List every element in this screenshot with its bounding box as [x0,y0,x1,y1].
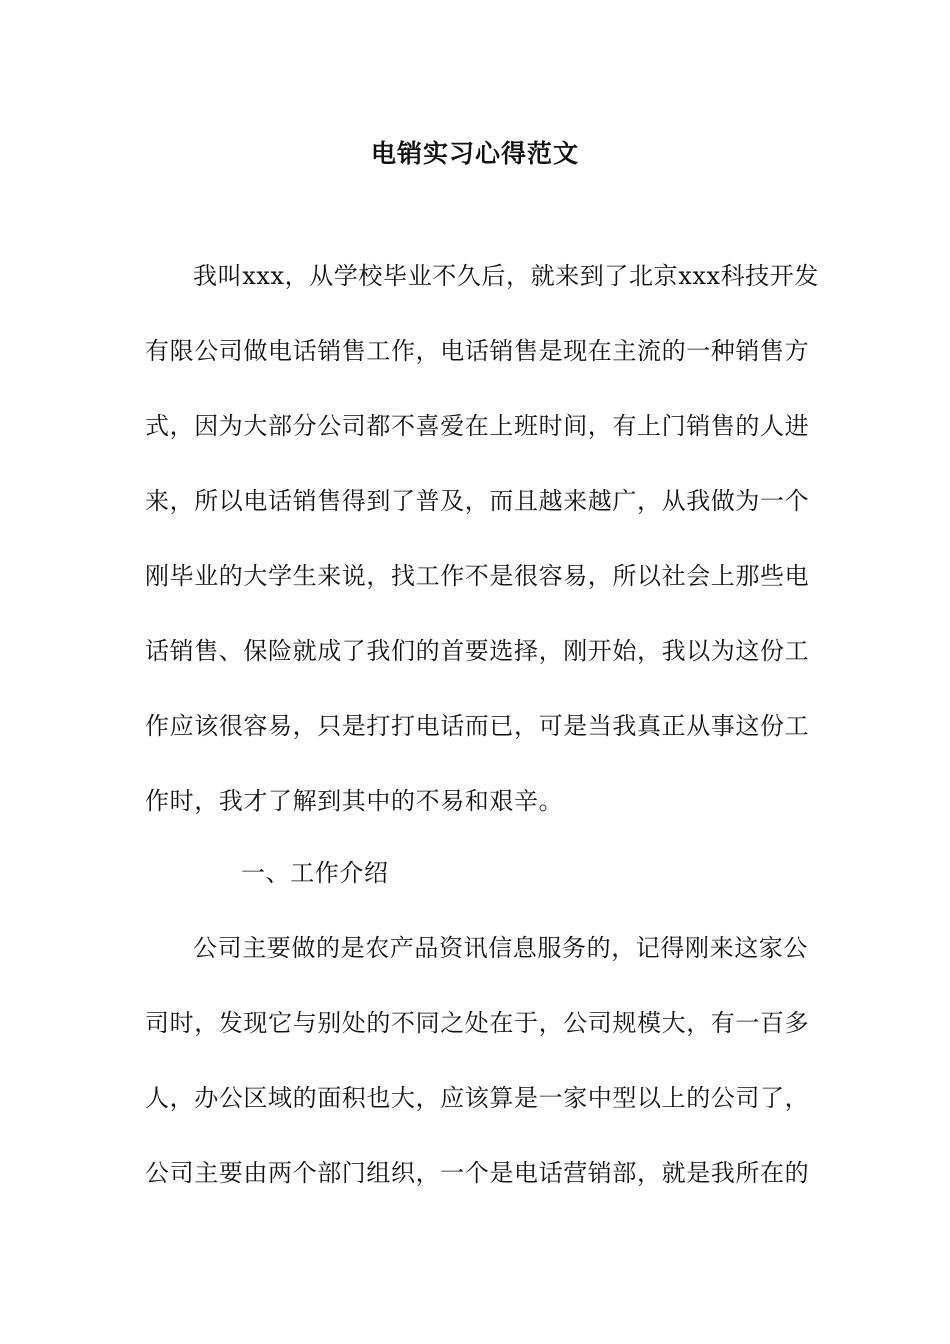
document-title: 电销实习心得范文 [370,139,579,168]
paragraph-line: 有限公司做电话销售工作，电话销售是现在主流的一种销售方 [145,337,810,365]
paragraph-line: 公司主要做的是农产品资讯信息服务的，记得刚来这家公 [193,934,808,962]
section-heading: 一、工作介绍 [241,859,389,887]
paragraph-line: 公司主要由两个部门组织，一个是电话营销部，就是我所在的 [145,1159,810,1187]
paragraph-line: 话销售、保险就成了我们的首要选择，刚开始，我以为这份工 [145,637,810,665]
paragraph-line: 人，办公区域的面积也大，应该算是一家中型以上的公司了， [145,1084,810,1112]
paragraph-line: 刚毕业的大学生来说，找工作不是很容易，所以社会上那些电 [145,562,810,590]
paragraph-line: 作应该很容易，只是打打电话而已，可是当我真正从事这份工 [145,712,810,740]
paragraph-line: 作时，我才了解到其中的不易和艰辛。 [145,787,564,815]
paragraph-line: 式，因为大部分公司都不喜爱在上班时间，有上门销售的人进 [145,412,810,440]
paragraph-line: 来，所以电话销售得到了普及，而且越来越广，从我做为一个 [145,487,810,515]
paragraph-line: 我叫xxx，从学校毕业不久后，就来到了北京xxx科技开发 [193,262,820,290]
paragraph-line: 司时，发现它与别处的不同之处在于，公司规模大，有一百多 [145,1009,810,1037]
